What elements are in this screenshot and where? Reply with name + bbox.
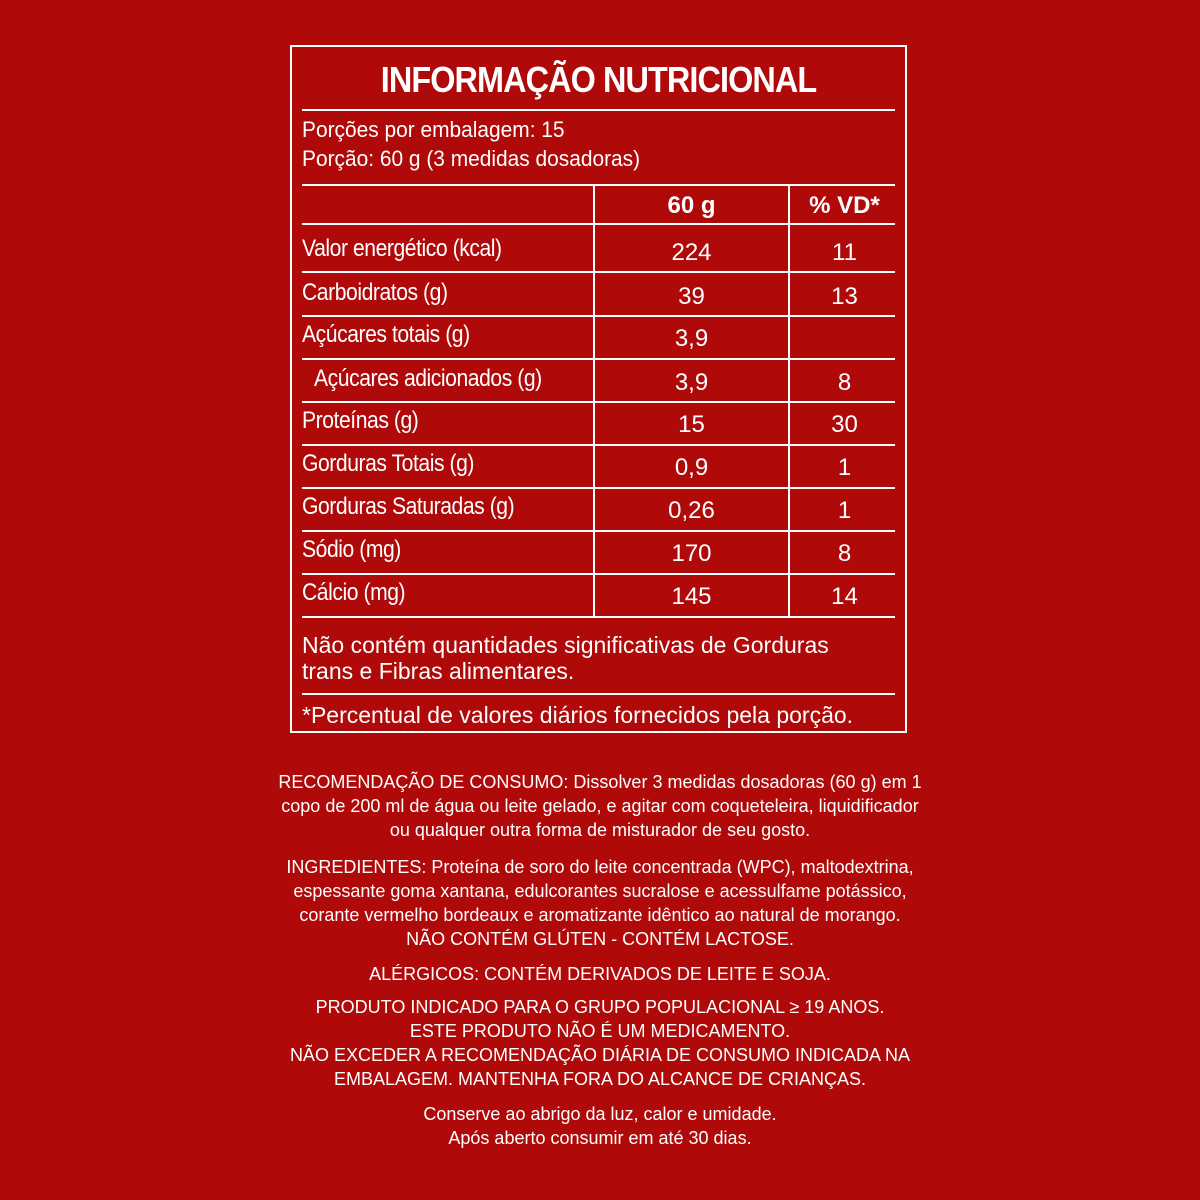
divider [302,315,895,317]
column-header-dv: % VD* [809,192,880,219]
text-line: INGREDIENTES: Proteína de soro do leite concentrada (WPC), maltodextrina, [286,857,914,877]
text-line: corante vermelho bordeaux e aromatizante idêntico ao natural de morango. [299,905,901,925]
text-line: NÃO CONTÉM GLÚTEN - CONTÉM LACTOSE. [406,929,794,949]
text-line: Conserve ao abrigo da luz, calor e umidade. [423,1104,777,1124]
serving-size: Porção: 60 g (3 medidas dosadoras) [302,146,641,171]
nutrient-amount: 3,9 [674,369,709,396]
table-footnote: *Percentual de valores diários fornecidos pela porção. [302,702,854,728]
nutrient-name: Açúcares totais (g) [302,321,470,348]
text-line: espessante goma xantana, edulcorantes sucralose e acessulfame potássico, [293,881,907,901]
nutrient-dv: 1 [837,454,852,481]
divider [302,616,895,618]
nutrient-amount: 3,9 [674,325,709,352]
text-line: copo de 200 ml de água ou leite gelado, e agitar com coqueteleira, liquidificador [281,796,919,816]
text-line: ESTE PRODUTO NÃO É UM MEDICAMENTO. [409,1021,791,1041]
nutrient-name: Cálcio (mg) [302,579,406,606]
nutrient-dv: 11 [832,239,857,266]
nutrient-amount: 39 [678,283,705,310]
nutrient-dv: 8 [837,540,852,567]
nutrient-name: Gorduras Saturadas (g) [302,493,515,520]
table-title: INFORMAÇÃO NUTRICIONAL [380,59,817,100]
divider [302,693,895,695]
table-note: trans e Fibras alimentares. [302,658,575,684]
divider [302,530,895,532]
nutrient-name: Proteínas (g) [302,407,419,434]
divider [302,223,895,225]
divider [302,444,895,446]
consumption-recommendation [150,770,1050,842]
divider [302,487,895,489]
nutrient-name: Gorduras Totais (g) [302,450,475,477]
text-line: EMBALAGEM. MANTENHA FORA DO ALCANCE DE CRIANÇAS. [333,1069,867,1089]
nutrient-amount: 0,26 [668,497,715,524]
nutrient-amount: 15 [678,411,705,438]
table-note: Não contém quantidades significativas de Gorduras [302,632,829,658]
allergens: ALÉRGICOS: CONTÉM DERIVADOS DE LEITE E SOJA. [369,964,831,984]
nutrient-name: Carboidratos (g) [302,279,448,306]
nutrient-amount: 145 [671,583,712,610]
divider [302,109,895,111]
nutrient-name: Sódio (mg) [302,536,401,563]
nutrition-facts-table [290,45,907,733]
text-line: Após aberto consumir em até 30 dias. [448,1128,752,1148]
nutrient-dv: 13 [831,283,858,310]
divider [302,401,895,403]
ingredients [150,855,1050,951]
text-line: PRODUTO INDICADO PARA O GRUPO POPULACIONAL ≥ 19 ANOS. [315,997,885,1017]
nutrient-dv: 30 [831,411,858,438]
divider [302,271,895,273]
storage-instructions [150,1102,1050,1150]
nutrient-name: Açúcares adicionados (g) [314,365,542,392]
nutrient-dv: 14 [831,583,858,610]
text-line: NÃO EXCEDER A RECOMENDAÇÃO DIÁRIA DE CONSUMO INDICADA NA [289,1045,911,1065]
nutrient-amount: 0,9 [674,454,709,481]
divider [302,573,895,575]
column-header-amount: 60 g [667,192,716,219]
text-line: ou qualquer outra forma de misturador de seu gosto. [389,820,811,840]
warnings [150,995,1050,1091]
text-line: RECOMENDAÇÃO DE CONSUMO: Dissolver 3 medidas dosadoras (60 g) em 1 [278,772,922,792]
nutrient-dv: 8 [837,369,852,396]
nutrient-amount: 224 [671,239,712,266]
divider [302,358,895,360]
nutrient-dv: 1 [837,497,852,524]
nutrient-amount: 170 [671,540,712,567]
divider [302,184,895,186]
nutrient-name: Valor energético (kcal) [302,235,502,262]
servings-per-package: Porções por embalagem: 15 [302,117,565,142]
